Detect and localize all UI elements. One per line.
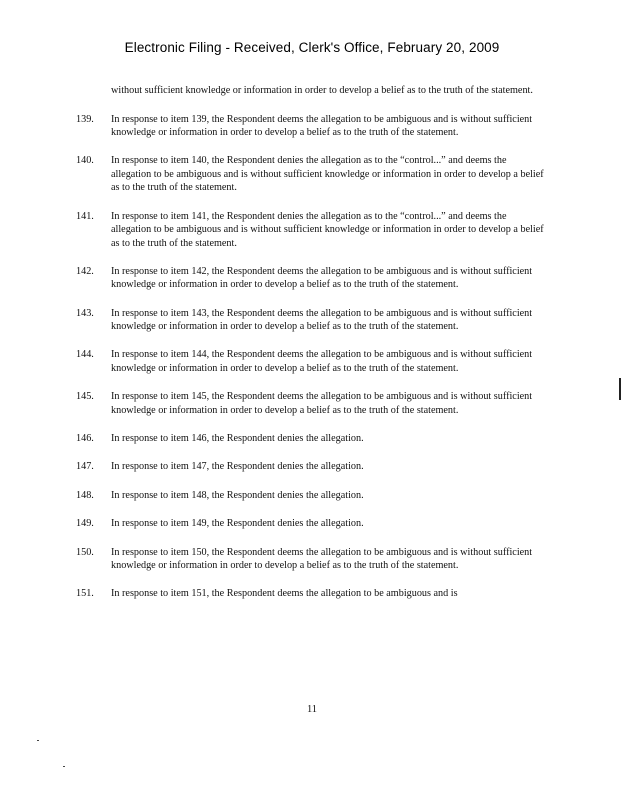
document-body: [76, 84, 546, 615]
paragraph-150: [76, 546, 546, 573]
paragraph-number: 139.: [76, 113, 94, 125]
continued-paragraph: without sufficient knowledge or information in order to develop a belief as to the truth of the statement.: [111, 85, 533, 96]
paragraph-number: 148.: [76, 489, 94, 501]
paragraph-text: In response to item 148, the Respondent denies the allegation.: [111, 489, 364, 501]
paragraph-number: 144.: [76, 349, 94, 361]
paragraph-text: In response to item 144, the Respondent deems the allegation to be ambiguous and is without sufficient knowledge or information in order to develop a belief as to the truth of the statement.: [111, 349, 533, 374]
paragraph-text: In response to item 150, the Respondent deems the allegation to be ambiguous and is without sufficient knowledge or information in order to develop a belief as to the truth of the statement.: [111, 546, 533, 572]
paragraph-text: In response to item 146, the Respondent denies the allegation.: [111, 432, 364, 444]
filing-stamp-header: Electronic Filing - Received, Clerk's Office, February 20, 2009: [124, 40, 500, 55]
paragraph-text: In response to item 139, the Respondent deems the allegation to be ambiguous and is without sufficient knowledge or information in order to develop a belief as to the truth of the statement.: [111, 113, 533, 139]
paragraph-number: 142.: [76, 265, 94, 277]
paragraph-number: 141.: [76, 210, 94, 222]
paragraph-text: In response to item 141, the Respondent denies the allegation as to the “control...” and deems the allegation to be ambiguous and is without sufficient knowledge or information in order to develop a belief as to the truth of the statement.: [111, 210, 544, 249]
paragraph-number: 151.: [76, 588, 94, 600]
scan-speck: [63, 766, 65, 767]
paragraph-text: In response to item 142, the Respondent deems the allegation to be ambiguous and is without sufficient knowledge or information in order to develop a belief as to the truth of the statement.: [111, 265, 533, 291]
paragraph-number: 149.: [76, 518, 94, 530]
paragraph-147: [76, 460, 546, 474]
scan-margin-mark: [619, 378, 621, 400]
paragraph-144: [76, 348, 546, 375]
paragraph-number: 145.: [76, 390, 94, 402]
paragraph-139: [76, 113, 546, 140]
paragraph-number: 140.: [76, 155, 94, 167]
paragraph-number: 146.: [76, 432, 94, 444]
paragraph-text: In response to item 143, the Respondent deems the allegation to be ambiguous and is without sufficient knowledge or information in order to develop a belief as to the truth of the statement.: [111, 307, 533, 333]
paragraph-text: In response to item 151, the Respondent deems the allegation to be ambiguous and is: [111, 588, 458, 600]
paragraph-number: 143.: [76, 307, 94, 319]
paragraph-151: [76, 587, 546, 601]
paragraph-text: In response to item 149, the Respondent denies the allegation.: [111, 518, 364, 530]
paragraph-text: In response to item 147, the Respondent denies the allegation.: [111, 461, 364, 473]
paragraph-text: In response to item 145, the Respondent deems the allegation to be ambiguous and is without sufficient knowledge or information in order to develop a belief as to the truth of the statement.: [111, 390, 533, 416]
page-number: 11: [306, 704, 318, 715]
paragraph-142: [76, 265, 546, 292]
paragraph-148: [76, 489, 546, 503]
paragraph-number: 150.: [76, 546, 94, 558]
paragraph-143: [76, 307, 546, 334]
paragraph-146: [76, 432, 546, 446]
scan-speck: [37, 740, 39, 741]
paragraph-149: [76, 517, 546, 531]
paragraph-140: [76, 154, 546, 195]
paragraph-145: [76, 390, 546, 417]
paragraph-141: [76, 210, 546, 251]
paragraph-text: In response to item 140, the Respondent denies the allegation as to the “control...” and deems the allegation to be ambiguous and is without sufficient knowledge or information in order to develop a belief as to the truth of the statement.: [111, 155, 544, 194]
paragraph-number: 147.: [76, 461, 94, 473]
